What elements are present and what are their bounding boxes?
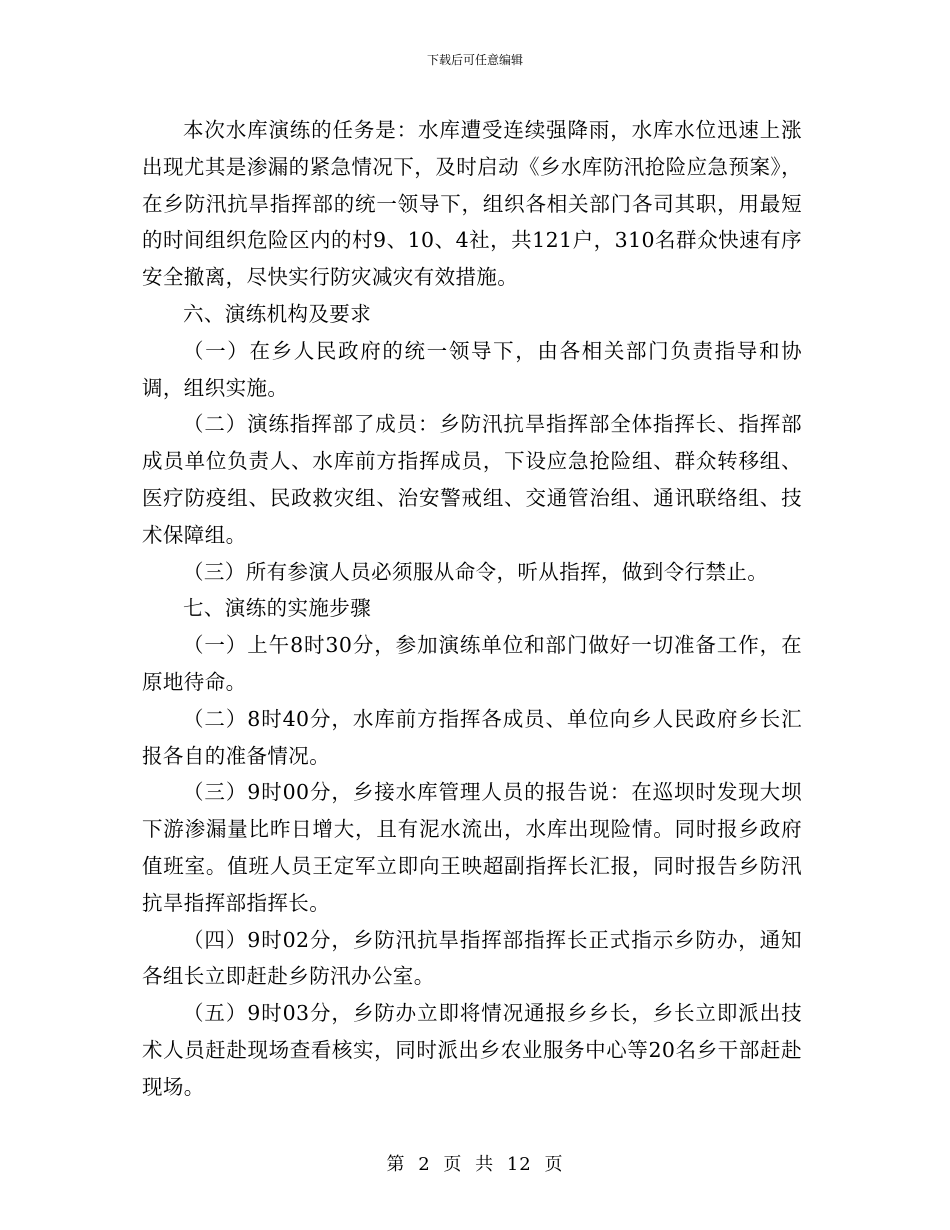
paragraph-org-3: （三）所有参演人员必须服从命令，听从指挥，做到令行禁止。	[183, 559, 769, 584]
paragraph-step-4: （四）9时02分，乡防汛抗旱指挥部指挥长正式指示乡防办，通知各组长立即赶赴乡防汛办公室。	[142, 927, 802, 989]
page-number-footer: 第 2 页 共 12 页	[386, 1154, 564, 1175]
paragraph-step-1: （一）上午8时30分，参加演练单位和部门做好一切准备工作，在原地待命。	[142, 633, 802, 694]
document-body	[142, 112, 802, 1106]
paragraph-step-2: （二）8时40分，水库前方指挥各成员、单位向乡人民政府乡长汇报各自的准备情况。	[142, 706, 802, 768]
paragraph-org-2: （二）演练指挥部了成员：乡防汛抗旱指挥部全体指挥长、指挥部成员单位负责人、水库前方指挥成员，下设应急抢险组、群众转移组、医疗防疫组、民政救灾组、治安警戒组、交通管治组、通讯联络组、技术保障组。	[142, 412, 802, 547]
section-heading-steps: 七、演练的实施步骤	[183, 596, 372, 621]
page-header-note: 下载后可任意编辑	[426, 53, 523, 67]
paragraph-drill-task: 本次水库演练的任务是：水库遭受连续强降雨，水库水位迅速上涨出现尤其是渗漏的紧急情况下，及时启动《乡水库防汛抢险应急预案》，在乡防汛抗旱指挥部的统一领导下，组织各相关部门各司其职，用最短的时间组织危险区内的村9、10、4社，共121户，310名群众快速有序安全撤离，尽快实行防灾减灾有效措施。	[142, 118, 802, 290]
paragraph-step-5: （五）9时03分，乡防办立即将情况通报乡乡长，乡长立即派出技术人员赶赴现场查看核实，同时派出乡农业服务中心等20名乡干部赶赴现场。	[142, 1001, 802, 1099]
section-heading-organization: 六、演练机构及要求	[183, 301, 372, 326]
paragraph-org-1: （一）在乡人民政府的统一领导下，由各相关部门负责指导和协调，组织实施。	[142, 338, 802, 400]
paragraph-step-3: （三）9时00分，乡接水库管理人员的报告说：在巡坝时发现大坝下游渗漏量比昨日增大，且有泥水流出，水库出现险情。同时报乡政府值班室。值班人员王定军立即向王映超副指挥长汇报，同时报告乡防汛抗旱指挥部指挥长。	[142, 780, 802, 915]
